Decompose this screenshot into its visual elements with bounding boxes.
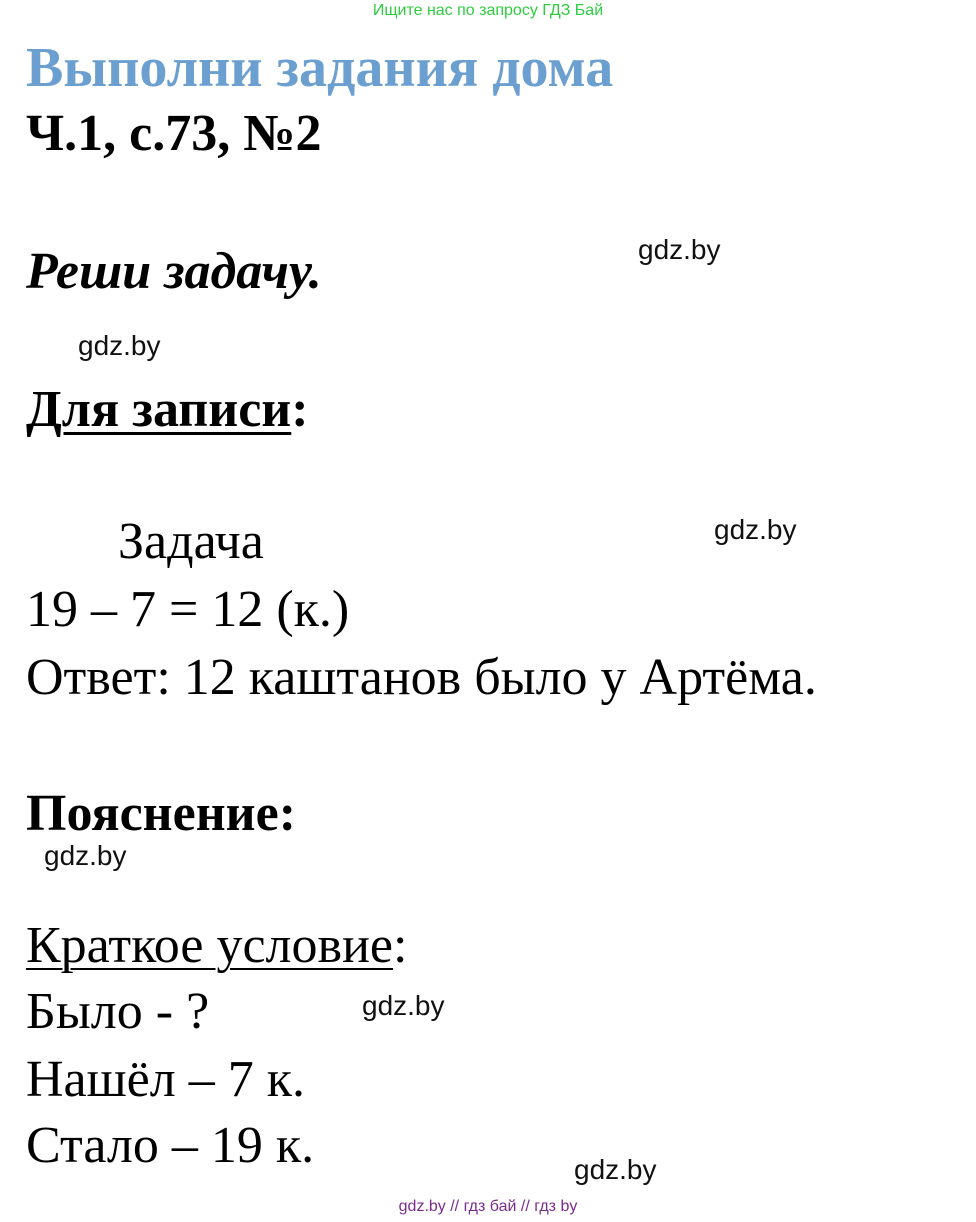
solution-subtitle: Задача xyxy=(118,513,264,570)
page-title: Выполни задания дома xyxy=(26,37,614,99)
condition-heading xyxy=(26,917,408,974)
watermark: gdz.by xyxy=(78,330,161,361)
task-prompt: Реши задачу. xyxy=(26,243,322,300)
condition-line: Нашёл – 7 к. xyxy=(26,1051,305,1108)
top-search-link[interactable]: Ищите нас по запросу ГДЗ Бай xyxy=(372,2,604,19)
solution-answer: Ответ: 12 каштанов было у Артёма. xyxy=(26,649,817,706)
condition-line: Стало – 19 к. xyxy=(26,1117,315,1174)
watermark: gdz.by xyxy=(574,1154,657,1185)
watermark: gdz.by xyxy=(362,990,445,1021)
record-heading-text: Для записи xyxy=(26,381,292,438)
condition-heading-colon: : xyxy=(392,917,408,974)
record-heading xyxy=(26,381,309,438)
condition-line: Было - ? xyxy=(26,983,210,1040)
explanation-heading: Пояснение: xyxy=(26,785,297,842)
watermark: gdz.by xyxy=(714,514,797,545)
textbook-reference: Ч.1, с.73, №2 xyxy=(26,105,322,162)
record-heading-colon: : xyxy=(291,381,309,438)
watermark: gdz.by xyxy=(44,840,127,871)
footer-links[interactable]: gdz.by // гдз бай // гдз by xyxy=(398,1198,578,1215)
condition-heading-text: Краткое условие xyxy=(26,917,393,974)
watermark: gdz.by xyxy=(638,234,721,265)
solution-equation: 19 – 7 = 12 (к.) xyxy=(26,581,350,638)
